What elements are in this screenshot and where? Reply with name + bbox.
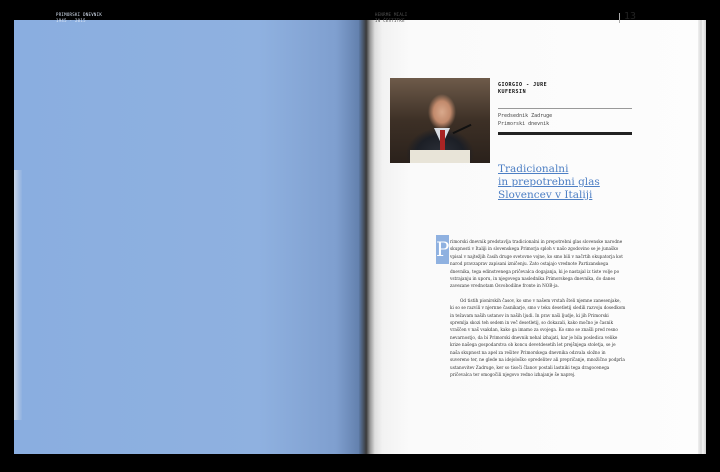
author-photo: [390, 78, 490, 163]
title-line1: Tradicionalni: [498, 163, 569, 175]
left-page: [14, 20, 364, 454]
author-name-line1: GIORGIO - JURE: [498, 82, 548, 88]
book-spread: [14, 20, 706, 454]
title-line3: Slovencev v Italiji: [498, 189, 593, 201]
photo-microphone: [453, 124, 472, 134]
author-divider: [498, 108, 632, 109]
author-role-line1: Predsednik Zadruge: [498, 113, 553, 119]
title-line2: in prepotrebni glas: [498, 176, 600, 188]
photo-papers: [410, 150, 470, 163]
drop-cap: P: [436, 235, 449, 264]
article-body: [450, 238, 626, 385]
page-number-rule: [619, 13, 620, 23]
author-name: [498, 82, 547, 96]
article-title: [498, 163, 638, 202]
book-gutter: [359, 20, 375, 454]
author-name-line2: KUFERSIN: [498, 89, 527, 95]
page-edge-strip: [14, 170, 22, 420]
right-header-line1: HENRME MIALI: [375, 12, 408, 17]
paragraph-1: rimorski dnevnik predstavlja tradicionalni in prepotrebni glas slovenske narodne skupnosti v Italiji in slovenskega Primorja sploh v našo zgodovino se je junaško vpisal v najtežjih časih druge svetovne vojne, ko smo bili v načrtih okupatorja kot narod pravzaprav zapisani izničenju. Zato ostajajo vrednote Partizanskega dnevnika, tega edinstvenega pričevalca dogajanja, ki je nastajal iz tiste volje po vstrajanju in uporu, in njegovega naslednika Primorskega dnevnika, do danes zavezane vrednotam Osvobodilne fronte in NOB-ja.: [450, 239, 623, 289]
left-header-line2: 1945 - 2015: [56, 18, 86, 23]
paragraph-2: Od tistih pionirskih časov, ko smo v našem vrstah šteli njemne zanesenjake, ki so se razvili v njernne časnikarje, smo v teku desetletij sledili razvoju dosedkom in težavam naših ustanov in naših ljudi. In prav naši ljudje, ki jih Primorski spremlja skozi teh sedem in več desetletij, so dokazali, kako močno je časnik vraščen v naš vsakdan, kako ga imamo za svojega. Ko smo se znašli pred resno nevarnostjo, da bi Primorski dnevnik nehal izhajati, kar je bila posledica velike krize našega gospodarstva ob koncu devetdesetih let prejšnjega stoletja, se je naša skupnost na apel za rešitev Primorskega dnevnika odzvala složno in suvereno ter, ne glede na idejološko opredelitev ali prepričanje, množično podprla ustanovitev Zadruge, ker so tisoči članov postali lastniki tega dragocenega pričevalca ter omogočili njegovo redno izhajanje še naprej.: [450, 297, 626, 377]
page-number: 13: [624, 11, 637, 22]
author-role: [498, 112, 552, 128]
left-running-header: [56, 12, 102, 24]
photo-tie: [440, 130, 445, 152]
right-header-line2: IN ČESTITKE: [375, 18, 405, 23]
author-bar: [498, 132, 632, 135]
right-running-header: [375, 12, 408, 24]
left-header-line1: PRIMORSKI DNEVNIK: [56, 12, 103, 17]
page-edge-right: [698, 20, 706, 454]
author-role-line2: Primorski dnevnik: [498, 121, 550, 127]
